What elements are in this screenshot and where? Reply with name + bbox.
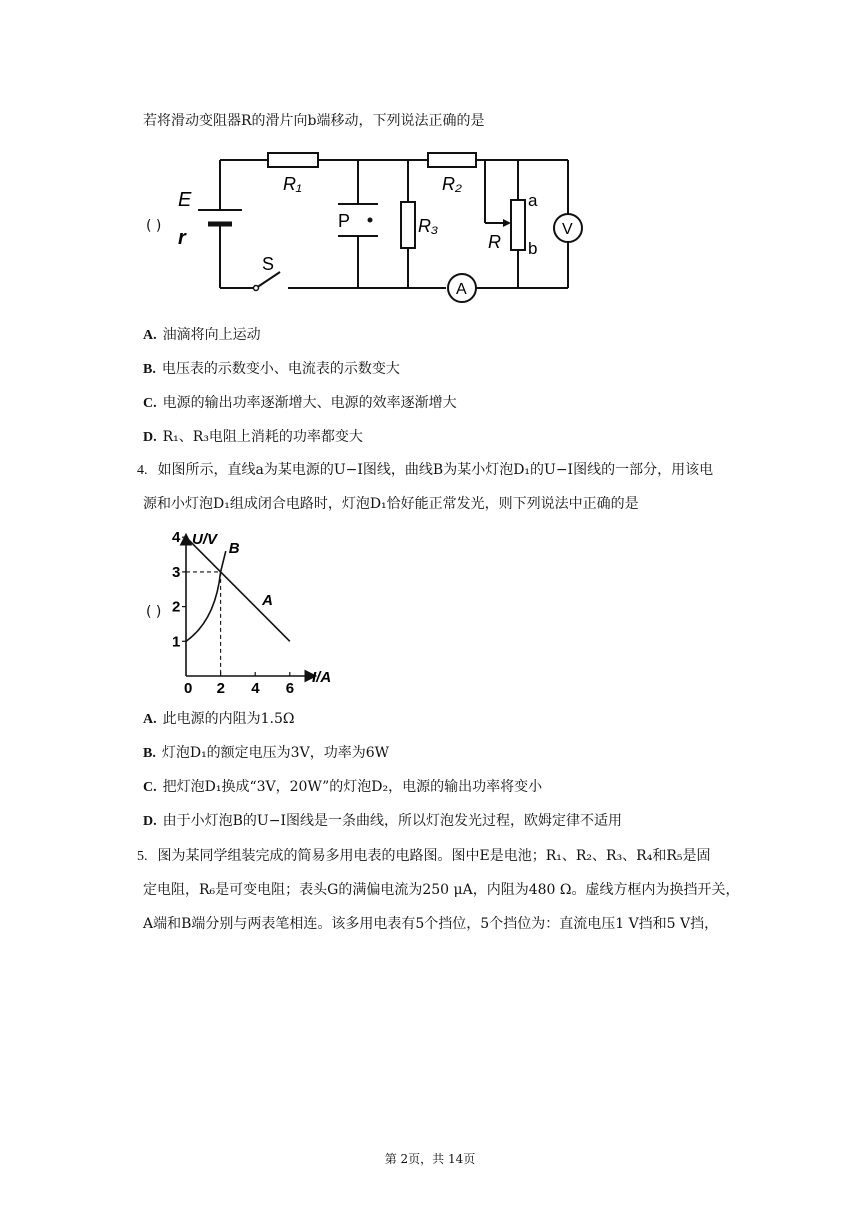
q4-ui-chart bbox=[166, 526, 356, 696]
ammeter-label: A bbox=[456, 281, 467, 298]
y-axis-label: U/V bbox=[192, 531, 218, 548]
label-R2: R₂ bbox=[442, 174, 462, 194]
x-tick-label-6: 6 bbox=[285, 680, 295, 696]
x-tick-label-4: 4 bbox=[251, 680, 260, 696]
q4-option-b: B. 灯泡D₁的额定电压为3V，功率为6W bbox=[143, 745, 389, 761]
series-b-curve bbox=[186, 551, 226, 641]
y-tick-label-1: 1 bbox=[172, 633, 181, 651]
y-tick-label-2: 2 bbox=[172, 598, 181, 616]
x-tick-label-0: 0 bbox=[184, 680, 193, 696]
q3-option-c: C. 电源的输出功率逐渐增大、电源的效率逐渐增大 bbox=[143, 395, 457, 411]
q5-line2: 定电阻，R₆是可变电阻；表头G的满偏电流为250 μA，内阻为480 Ω。虚线方框内为换挡开关， bbox=[143, 882, 740, 898]
voltmeter-label: V bbox=[562, 221, 573, 238]
label-P: P bbox=[338, 211, 351, 231]
q4-answer-paren: ( ) bbox=[146, 604, 162, 620]
q3-option-d: D. R₁、R₃电阻上消耗的功率都变大 bbox=[143, 429, 363, 445]
q4-stem-line1: 4. 如图所示，直线a为某电源的U−I图线，曲线B为某小灯泡D₁的U−I图线的一部分，用该电 bbox=[137, 462, 714, 478]
label-R1: R₁ bbox=[283, 174, 302, 194]
y-tick-label-3: 3 bbox=[172, 563, 181, 581]
q5-line3: A端和B端分别与两表笔相连。该多用电表有5个挡位，5个挡位为：直流电压1 V挡和5 V挡， bbox=[143, 916, 719, 932]
label-E: E bbox=[178, 189, 192, 211]
series-b-label: B bbox=[228, 540, 240, 558]
label-b: b bbox=[528, 239, 538, 258]
label-S: S bbox=[262, 254, 275, 274]
q5-line1: 5. 图为某同学组装完成的简易多用电表的电路图。图中E是电池；R₁、R₂、R₃、R₄和R₅是固 bbox=[137, 848, 711, 864]
label-a: a bbox=[528, 191, 538, 210]
q4-option-d: D. 由于小灯泡B的U−I图线是一条曲线，所以灯泡发光过程，欧姆定律不适用 bbox=[143, 813, 622, 829]
x-axis-label: I/A bbox=[312, 669, 332, 686]
q4-option-a: A. 此电源的内阻为1.5Ω bbox=[143, 711, 295, 727]
q3-stem: 若将滑动变阻器R的滑片向b端移动，下列说法正确的是 bbox=[143, 113, 485, 129]
series-a-label: A bbox=[262, 591, 273, 609]
x-tick-label-2: 2 bbox=[216, 680, 225, 696]
label-R3: R₃ bbox=[418, 216, 439, 236]
label-r: r bbox=[178, 227, 186, 249]
q3-option-a: A. 油滴将向上运动 bbox=[143, 327, 261, 343]
label-R: R bbox=[488, 232, 501, 252]
q3-option-b: B. 电压表的示数变小、电流表的示数变大 bbox=[143, 361, 400, 377]
y-tick-label-4: 4 bbox=[172, 529, 181, 547]
q4-stem-line2: 源和小灯泡D₁组成闭合电路时，灯泡D₁恰好能正常发光，则下列说法中正确的是 bbox=[143, 496, 639, 512]
q3-answer-paren: ( ) bbox=[146, 218, 162, 234]
q4-option-c: C. 把灯泡D₁换成“3V，20W”的灯泡D₂，电源的输出功率将变小 bbox=[143, 779, 543, 795]
q3-circuit-diagram bbox=[170, 148, 610, 308]
page-footer: 第 2页，共 14页 bbox=[384, 1152, 476, 1166]
